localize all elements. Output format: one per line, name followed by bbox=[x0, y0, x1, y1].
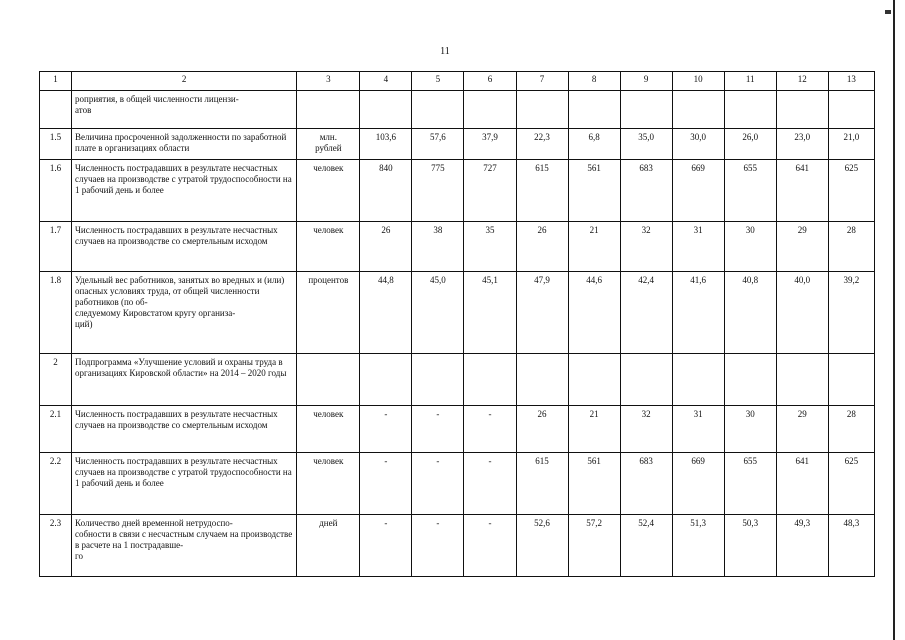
value-cell: 655 bbox=[724, 160, 776, 222]
value-cell: 30 bbox=[724, 406, 776, 453]
unit-cell bbox=[297, 354, 360, 406]
value-cell bbox=[724, 91, 776, 129]
indicator-name: Численность пострадавших в результате несчастных случаев на производстве со смертельным исходом bbox=[72, 222, 297, 272]
row-number bbox=[40, 91, 72, 129]
table-row bbox=[40, 222, 875, 272]
value-cell: 6,8 bbox=[568, 129, 620, 160]
row-number: 2.3 bbox=[40, 515, 72, 577]
value-cell: 625 bbox=[828, 453, 874, 515]
value-cell: 32 bbox=[620, 222, 672, 272]
row-number: 1.6 bbox=[40, 160, 72, 222]
value-cell: 49,3 bbox=[776, 515, 828, 577]
header-cell: 1 bbox=[40, 72, 72, 91]
value-cell bbox=[516, 354, 568, 406]
value-cell: 44,6 bbox=[568, 272, 620, 354]
header-cell: 10 bbox=[672, 72, 724, 91]
value-cell: 669 bbox=[672, 453, 724, 515]
value-cell: 41,6 bbox=[672, 272, 724, 354]
value-cell: 103,6 bbox=[360, 129, 412, 160]
table-row bbox=[40, 354, 875, 406]
header-cell: 13 bbox=[828, 72, 874, 91]
value-cell: 31 bbox=[672, 406, 724, 453]
value-cell: 40,8 bbox=[724, 272, 776, 354]
header-cell: 9 bbox=[620, 72, 672, 91]
header-cell: 12 bbox=[776, 72, 828, 91]
value-cell: 52,4 bbox=[620, 515, 672, 577]
value-cell: 26 bbox=[360, 222, 412, 272]
row-number: 1.7 bbox=[40, 222, 72, 272]
value-cell: 641 bbox=[776, 160, 828, 222]
value-cell: 669 bbox=[672, 160, 724, 222]
value-cell: 32 bbox=[620, 406, 672, 453]
value-cell: 28 bbox=[828, 222, 874, 272]
value-cell: 45,0 bbox=[412, 272, 464, 354]
indicator-name: Численность пострадавших в результате несчастных случаев на производстве со смертельным исходом bbox=[72, 406, 297, 453]
indicator-name: Численность пострадавших в результате несчастных случаев на производстве с утратой трудоспособности на 1 рабочий день и более bbox=[72, 453, 297, 515]
value-cell: 840 bbox=[360, 160, 412, 222]
value-cell: 42,4 bbox=[620, 272, 672, 354]
value-cell bbox=[620, 354, 672, 406]
unit-cell: млн. рублей bbox=[297, 129, 360, 160]
value-cell bbox=[672, 91, 724, 129]
value-cell: - bbox=[464, 515, 516, 577]
header-cell: 11 bbox=[724, 72, 776, 91]
value-cell bbox=[828, 354, 874, 406]
row-number: 2.2 bbox=[40, 453, 72, 515]
value-cell: 52,6 bbox=[516, 515, 568, 577]
value-cell bbox=[360, 91, 412, 129]
value-cell bbox=[776, 354, 828, 406]
indicator-name: Численность пострадавших в результате несчастных случаев на производстве с утратой трудоспособности на 1 рабочий день и более bbox=[72, 160, 297, 222]
value-cell bbox=[828, 91, 874, 129]
table-row bbox=[40, 91, 875, 129]
header-row bbox=[40, 72, 875, 91]
value-cell: 35 bbox=[464, 222, 516, 272]
value-cell: 50,3 bbox=[724, 515, 776, 577]
value-cell: 48,3 bbox=[828, 515, 874, 577]
value-cell bbox=[776, 91, 828, 129]
value-cell: 21 bbox=[568, 222, 620, 272]
value-cell: 35,0 bbox=[620, 129, 672, 160]
unit-cell: человек bbox=[297, 453, 360, 515]
value-cell: 38 bbox=[412, 222, 464, 272]
value-cell bbox=[568, 91, 620, 129]
value-cell: 29 bbox=[776, 222, 828, 272]
page-edge-shadow bbox=[893, 0, 895, 640]
unit-cell: человек bbox=[297, 160, 360, 222]
scan-mark bbox=[885, 10, 891, 14]
value-cell: 21,0 bbox=[828, 129, 874, 160]
indicator-name: Величина просроченной задолженности по заработной плате в организациях области bbox=[72, 129, 297, 160]
value-cell: 28 bbox=[828, 406, 874, 453]
value-cell: - bbox=[412, 406, 464, 453]
row-number: 2.1 bbox=[40, 406, 72, 453]
value-cell bbox=[412, 91, 464, 129]
value-cell: 29 bbox=[776, 406, 828, 453]
value-cell: 40,0 bbox=[776, 272, 828, 354]
value-cell: 641 bbox=[776, 453, 828, 515]
value-cell: - bbox=[412, 453, 464, 515]
indicator-name: Подпрограмма «Улучшение условий и охраны труда в организациях Кировской области» на 2014 – 2020 годы bbox=[72, 354, 297, 406]
value-cell: - bbox=[464, 453, 516, 515]
value-cell bbox=[464, 354, 516, 406]
value-cell: 615 bbox=[516, 453, 568, 515]
page-number: 11 bbox=[440, 46, 450, 57]
row-number: 1.5 bbox=[40, 129, 72, 160]
table-row bbox=[40, 453, 875, 515]
value-cell bbox=[672, 354, 724, 406]
header-cell: 7 bbox=[516, 72, 568, 91]
value-cell: - bbox=[412, 515, 464, 577]
unit-cell: человек bbox=[297, 222, 360, 272]
value-cell: 47,9 bbox=[516, 272, 568, 354]
unit-cell: процентов bbox=[297, 272, 360, 354]
value-cell: 57,2 bbox=[568, 515, 620, 577]
value-cell: 615 bbox=[516, 160, 568, 222]
unit-cell: человек bbox=[297, 406, 360, 453]
value-cell bbox=[620, 91, 672, 129]
header-cell: 2 bbox=[72, 72, 297, 91]
table-row bbox=[40, 160, 875, 222]
row-number: 2 bbox=[40, 354, 72, 406]
value-cell: 625 bbox=[828, 160, 874, 222]
indicators-table bbox=[39, 71, 875, 577]
value-cell: 775 bbox=[412, 160, 464, 222]
row-number: 1.8 bbox=[40, 272, 72, 354]
value-cell: 57,6 bbox=[412, 129, 464, 160]
value-cell: 21 bbox=[568, 406, 620, 453]
indicator-name: Удельный вес работников, занятых во вредных и (или) опасных условиях труда, от общей численности работников (по об- следуемому Кировстатом кругу организа- ций) bbox=[72, 272, 297, 354]
value-cell: 26 bbox=[516, 406, 568, 453]
value-cell: 561 bbox=[568, 453, 620, 515]
value-cell: 51,3 bbox=[672, 515, 724, 577]
value-cell: 26,0 bbox=[724, 129, 776, 160]
table-row bbox=[40, 272, 875, 354]
value-cell bbox=[568, 354, 620, 406]
value-cell: 30 bbox=[724, 222, 776, 272]
value-cell: 655 bbox=[724, 453, 776, 515]
value-cell: 727 bbox=[464, 160, 516, 222]
indicator-name: роприятия, в общей численности лицензи- атов bbox=[72, 91, 297, 129]
value-cell: 44,8 bbox=[360, 272, 412, 354]
value-cell: 22,3 bbox=[516, 129, 568, 160]
header-cell: 4 bbox=[360, 72, 412, 91]
unit-cell: дней bbox=[297, 515, 360, 577]
table-row bbox=[40, 406, 875, 453]
value-cell: 30,0 bbox=[672, 129, 724, 160]
header-cell: 8 bbox=[568, 72, 620, 91]
header-cell: 6 bbox=[464, 72, 516, 91]
value-cell: - bbox=[360, 453, 412, 515]
value-cell bbox=[412, 354, 464, 406]
value-cell: 31 bbox=[672, 222, 724, 272]
table-row bbox=[40, 129, 875, 160]
value-cell: 37,9 bbox=[464, 129, 516, 160]
header-cell: 5 bbox=[412, 72, 464, 91]
value-cell bbox=[464, 91, 516, 129]
value-cell bbox=[360, 354, 412, 406]
value-cell: - bbox=[464, 406, 516, 453]
header-cell: 3 bbox=[297, 72, 360, 91]
value-cell bbox=[724, 354, 776, 406]
table-row bbox=[40, 515, 875, 577]
indicator-name: Количество дней временной нетрудоспо- собности в связи с несчастным случаем на производстве в расчете на 1 пострадавше- го bbox=[72, 515, 297, 577]
value-cell: 26 bbox=[516, 222, 568, 272]
value-cell: 561 bbox=[568, 160, 620, 222]
unit-cell bbox=[297, 91, 360, 129]
value-cell: - bbox=[360, 406, 412, 453]
value-cell: - bbox=[360, 515, 412, 577]
value-cell: 23,0 bbox=[776, 129, 828, 160]
value-cell: 683 bbox=[620, 160, 672, 222]
value-cell: 683 bbox=[620, 453, 672, 515]
value-cell bbox=[516, 91, 568, 129]
value-cell: 45,1 bbox=[464, 272, 516, 354]
value-cell: 39,2 bbox=[828, 272, 874, 354]
